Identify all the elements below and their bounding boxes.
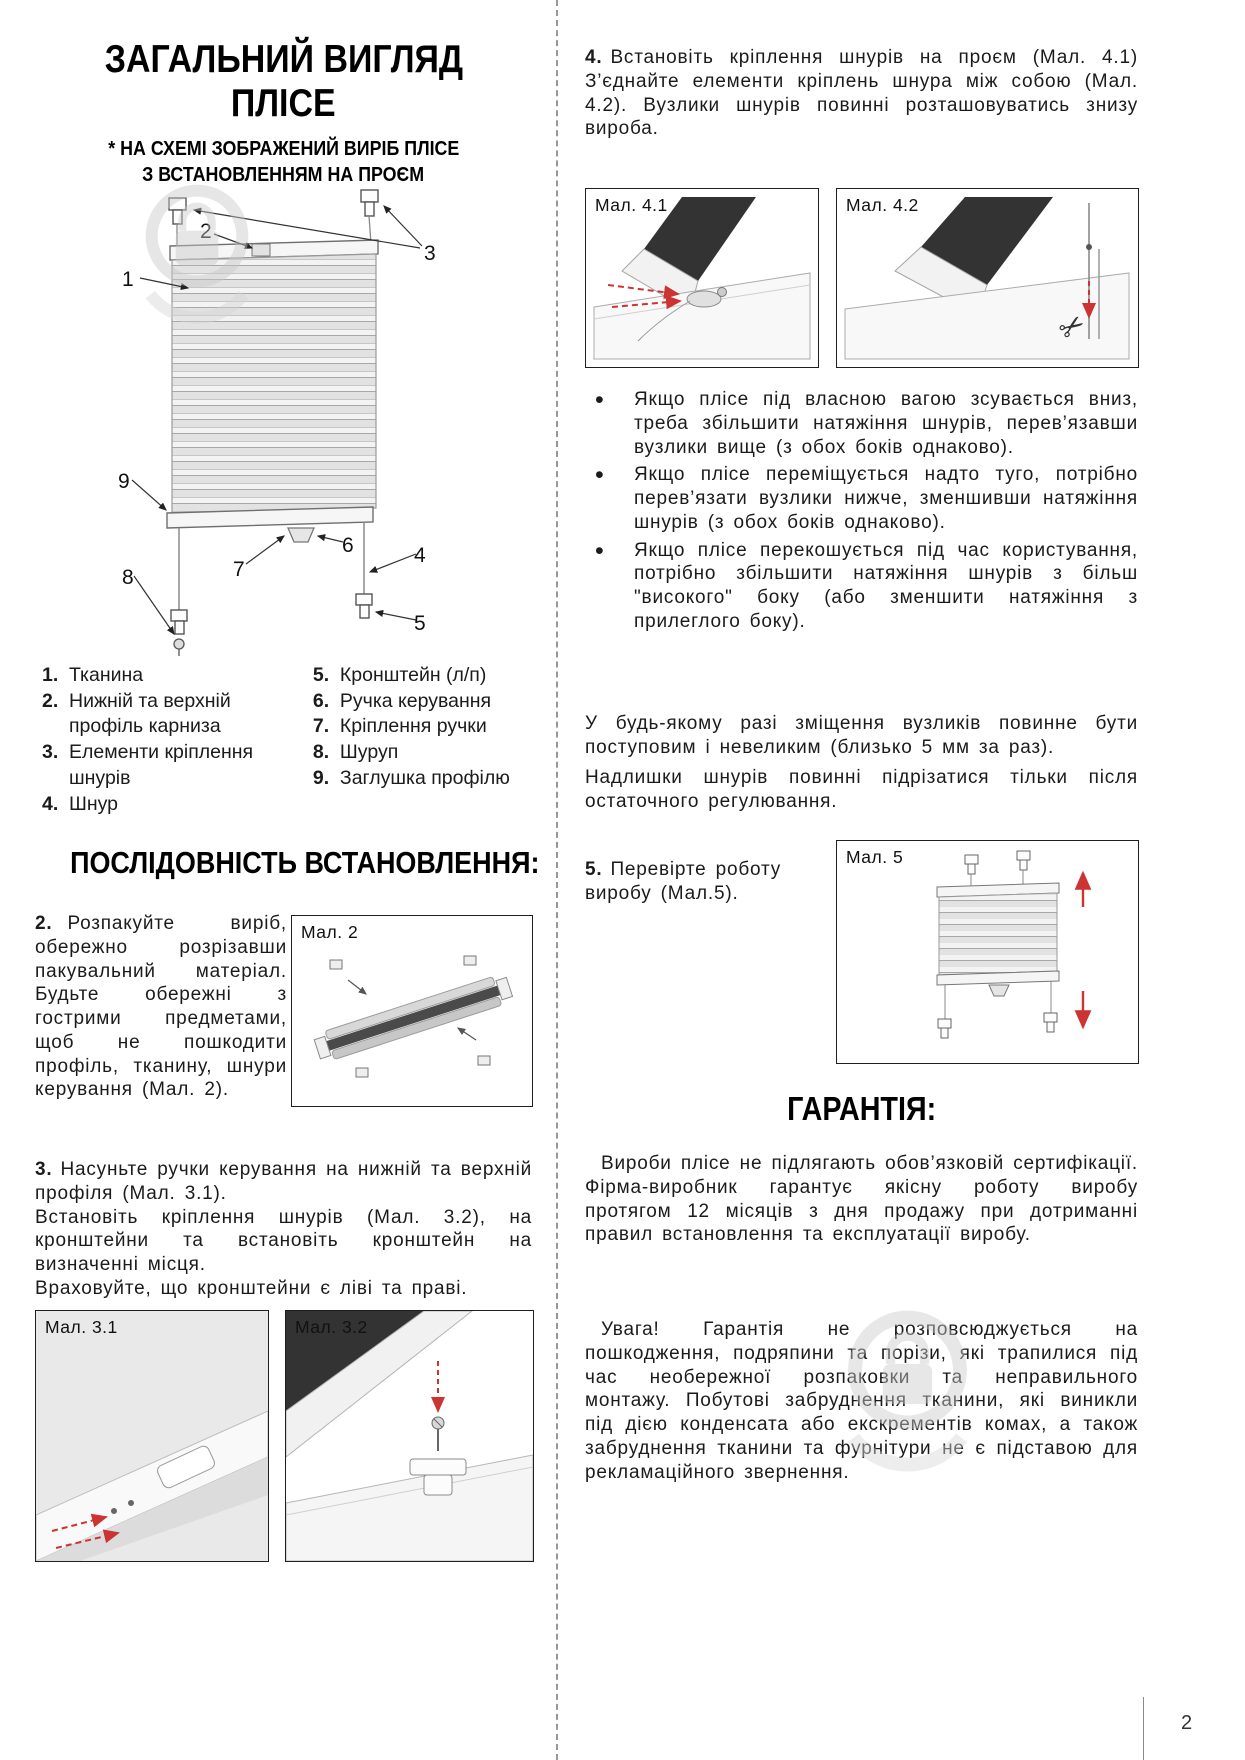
cord-knot (1086, 244, 1092, 250)
diagram-number-5: 5 (414, 612, 426, 635)
diagram-number-4: 4 (414, 544, 426, 567)
page-subtitle (35, 136, 532, 188)
figure-3-2-label: Мал. 3.2 (295, 1317, 368, 1337)
warranty-paragraph-2 (585, 1318, 1138, 1484)
step-2-number: 2. (35, 913, 53, 934)
section-title-installation (35, 845, 540, 881)
figure-2-illustration (292, 916, 532, 1106)
legend-text: Елементи кріплення шнурів (69, 741, 254, 789)
diagram-number-6: 6 (342, 534, 354, 557)
legend-number: 3. (42, 741, 59, 764)
cord-fastener (687, 291, 721, 307)
figure-3-1-label: Мал. 3.1 (45, 1317, 118, 1337)
step-5-paragraph (585, 858, 830, 906)
figure-3-2 (285, 1310, 534, 1562)
screw (174, 639, 184, 656)
control-handle (288, 528, 314, 542)
legend-item-7 (313, 714, 534, 740)
note-text-2: Надлишки шнурів повинні підрізатися тільки після остаточного регулювання. (585, 767, 1138, 812)
figure-3-2-illustration (286, 1311, 533, 1561)
diagram-number-2: 2 (200, 220, 212, 243)
scissors-icon: ✂ (1052, 306, 1093, 349)
column-divider (556, 0, 558, 1760)
step-4-paragraph (585, 46, 1138, 141)
page-title (35, 38, 532, 125)
step-3-text-1: Насуньте ручки керування на нижній та верхній профіля (Мал. 3.1). (35, 1159, 532, 1204)
list-item (585, 388, 1138, 459)
diagram-number-7: 7 (233, 558, 245, 581)
legend-text: Кронштейн (л/п) (339, 664, 487, 686)
legend-text: Шнур (69, 792, 119, 815)
adjustment-notes-list (585, 388, 1138, 638)
list-item (585, 463, 1138, 534)
diagram-number-3: 3 (424, 242, 436, 265)
section-title-warranty (585, 1090, 1138, 1128)
page-title-line2: ПЛІСЕ (231, 81, 336, 125)
legend-number: 8. (312, 741, 330, 764)
control-handle (989, 985, 1009, 996)
figure-4-2 (836, 188, 1139, 368)
legend-item-9 (313, 766, 534, 792)
bottom-brackets (938, 1013, 1057, 1038)
legend-item-4 (42, 792, 297, 818)
warranty-title-text: ГАРАНТІЯ: (786, 1090, 937, 1127)
note-paragraph-2 (585, 766, 1138, 814)
packed-blind (313, 973, 514, 1064)
cord-clip (252, 244, 270, 256)
note-paragraph-1 (585, 712, 1138, 760)
figure-5 (836, 840, 1139, 1064)
figure-4-2-label: Мал. 4.2 (846, 195, 919, 215)
list-item-text: Якщо плісе перекошується під час користування, потрібно збільшити натяжіння шнурів з більш "високого" боку (або зменшити натяжіння з прилеглого боку). (634, 539, 1138, 632)
list-item-text: Якщо плісе переміщується надто туго, потрібно перев’язати вузлики нижче, зменшивши натяжіння шнурів (з обох боків однаково). (634, 464, 1138, 533)
legend-text: Заглушка профілю (339, 766, 510, 789)
step-5-number: 5. (585, 859, 603, 880)
list-item (585, 539, 1138, 634)
pleated-fabric (172, 254, 376, 514)
legend-column-1 (42, 663, 297, 817)
figure-3-1 (35, 1310, 269, 1562)
page-subtitle-line1: * НА СХЕМІ ЗОБРАЖЕНИЙ ВИРІБ ПЛІСЕ (107, 137, 460, 160)
legend-item-2 (42, 689, 297, 740)
figure-4-1-label: Мал. 4.1 (595, 195, 668, 215)
plisse-overview-diagram (30, 182, 535, 660)
diagram-number-1: 1 (122, 268, 134, 291)
step-4-text: Встановіть кріплення шнурів на проєм (Мал. 4.1) З’єднайте елементи кріплень шнура між собою (Мал. 4.2). Вузлики шнурів повинні розташовуватись знизу вироба. (585, 47, 1138, 140)
section-title-text: ПОСЛІДОВНІСТЬ ВСТАНОВЛЕННЯ: (70, 845, 540, 880)
step-3-paragraph (35, 1158, 532, 1301)
legend-item-3 (42, 740, 297, 791)
list-item-text: Якщо плісе під власною вагою зсувається вниз, треба збільшити натяжіння шнурів, перев’язавши вузлики вище (з обох боків однаково). (634, 389, 1138, 458)
parts-legend (42, 663, 534, 817)
step-3-number: 3. (35, 1159, 53, 1180)
footer-rule (1143, 1697, 1144, 1760)
page-title-line1: ЗАГАЛЬНИЙ ВИГЛЯД (104, 38, 463, 81)
step-3-text-3: Враховуйте, що кронштейни є ліві та праві. (35, 1277, 468, 1299)
bottom-brackets (171, 594, 372, 634)
page-number: 2 (1181, 1712, 1193, 1734)
legend-number: 9. (312, 766, 330, 789)
legend-item-5 (313, 663, 534, 689)
figure-5-illustration (837, 841, 1138, 1063)
pleated-fabric (939, 893, 1057, 975)
top-hooks (965, 851, 1030, 874)
step-2-paragraph (35, 912, 287, 1102)
legend-number: 6. (312, 689, 330, 712)
page-subtitle-line2: З ВСТАНОВЛЕННЯМ НА ПРОЄМ (142, 163, 425, 187)
warranty-text-2: Увага! Гарантія не розповсюджується на пошкодження, подряпини та порізи, які трапилися під час необережної розпаковки та неправильного монтажу. Побутові забруднення тканини, які виникли під дією конденсата або екскрементів комах, а також забруднення тканини та фурнітури не є підставою для рекламаційного звернення. (585, 1319, 1138, 1483)
legend-item-1 (42, 663, 297, 689)
legend-text: Ручка керування (339, 689, 492, 712)
legend-column-2 (313, 663, 534, 817)
legend-text: Шуруп (339, 741, 399, 764)
legend-number: 5. (312, 664, 330, 686)
step-5-text: Перевірте роботу виробу (Мал.5). (585, 859, 781, 904)
figure-2 (291, 915, 533, 1107)
window-sill (594, 273, 810, 359)
figure-4-1 (585, 188, 819, 368)
legend-text: Кріплення ручки (339, 715, 487, 738)
legend-number: 7. (312, 715, 330, 738)
diagram-number-9: 9 (118, 470, 130, 493)
step-2-text: Розпакуйте виріб, обережно розрізавши пакувальний матеріал. Будьте обережні з гострими предметами, щоб не пошкодити профіль, тканину, шнури керування (Мал. 2). (35, 913, 287, 1101)
legend-number: 1. (42, 664, 59, 686)
legend-text: Тканина (69, 664, 144, 686)
legend-item-6 (313, 689, 534, 715)
figure-3-1-illustration (36, 1311, 268, 1561)
legend-number: 4. (42, 792, 59, 815)
top-brackets (169, 190, 378, 224)
figure-2-label: Мал. 2 (301, 922, 359, 942)
legend-number: 2. (42, 689, 59, 712)
legend-text: Нижній та верхній профіль карниза (69, 689, 231, 738)
step-4-number: 4. (585, 47, 603, 68)
figure-5-label: Мал. 5 (846, 847, 904, 867)
step-3-text-2: Встановіть кріплення шнурів (Мал. 3.2), на кронштейни та встановіть кронштейн на визначенні місця. (35, 1206, 532, 1275)
warranty-paragraph-1 (585, 1152, 1138, 1247)
diagram-number-8: 8 (122, 566, 134, 589)
legend-item-8 (313, 740, 534, 766)
warranty-text-1: Вироби плісе не підлягають обов’язковій сертифікації. Фірма-виробник гарантує якісну роботу виробу протягом 12 місяців з дня продажу при дотриманні правил встановлення та експлуатації виробу. (585, 1153, 1138, 1246)
note-text-1: У будь-якому разі зміщення вузликів повинне бути поступовим і невеликим (близько 5 мм за раз). (585, 713, 1138, 758)
